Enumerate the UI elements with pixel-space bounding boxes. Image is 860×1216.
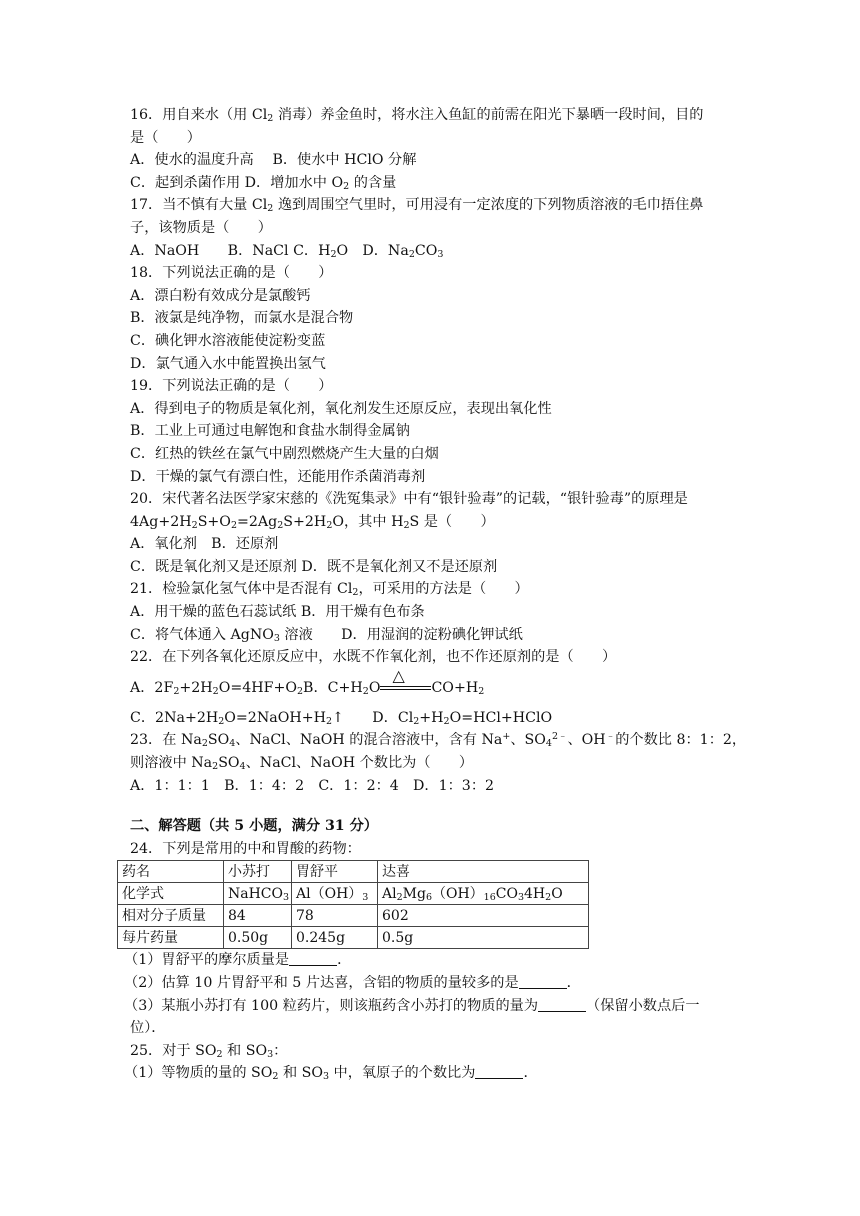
q23-stem: 23．在 $Na_2SO_4$、NaCl、NaOH 的混合溶液中，含有 Na+、$SO_4^{2﹣}$、OH﹣的个数比 8：1：2， (130, 731, 747, 750)
q23-stem-cont: 则溶液中 $Na_2SO_4$、NaCl、NaOH 个数比为（ ） (130, 755, 474, 773)
q22-options-ab: A．$2F_2+2H_2O=4HF+O_2B$．$C+H_2O$ △ $CO+H_2$ (130, 665, 485, 697)
answer-blank (519, 974, 567, 989)
q24-sub2: （2）估算 10 片胃舒平和 5 片达喜，含铝的物质的量较多的是 ． (124, 975, 581, 991)
table-cell: 小苏打 (224, 861, 292, 883)
q21-options-ab: A．用干燥的蓝色石蕊试纸 B．用干燥有色布条 (130, 604, 425, 621)
q24-sub3: （3）某瓶小苏打有 100 粒药片，则该瓶药含小苏打的物质的量为 （保留小数点后一 (124, 997, 700, 1014)
table-row (118, 861, 589, 883)
q22-stem: 22．在下列各氧化还原反应中，水既不作氧化剂，也不作还原剂的是（ ） (130, 649, 617, 666)
answer-blank (289, 951, 337, 966)
q19-option-a: A．得到电子的物质是氧化剂，氧化剂发生还原反应，表现出氧化性 (130, 400, 552, 417)
drug-table (117, 860, 589, 949)
q17-stem: 17．当不慎有大量 $Cl_2$ 逸到周围空气里时，可用浸有一定浓度的下列物质溶液的毛巾捂住鼻 (130, 197, 704, 215)
q24-sub1: （1）胃舒平的摩尔质量是 ． (124, 952, 352, 969)
q20-options-ab: A．氧化剂 B．还原剂 (130, 536, 279, 553)
table-cell: NaHCO$_3$ (224, 883, 292, 905)
q19-stem: 19．下列说法正确的是（ ） (130, 378, 333, 395)
q17-options: A．NaOH B．NaCl C．$H_2O$ D．$Na_2CO_3$ (130, 242, 444, 260)
table-row (118, 927, 589, 949)
heating-condition-arrow (380, 665, 431, 694)
q19-option-c: C．红热的铁丝在氯气中剧烈燃烧产生大量的白烟 (130, 445, 439, 462)
q18-option-b: B．液氯是纯净物，而氯水是混合物 (130, 310, 354, 327)
q18-option-d: D．氯气通入水中能置换出氢气 (130, 355, 326, 372)
table-cell: $Al(OH)_3$ (292, 883, 378, 905)
section-heading: 二、解答题（共 5 小题，满分 31 分） (130, 818, 378, 835)
q16-stem-cont: 是（ ） (130, 129, 201, 146)
q25-sub1: （1）等物质的量的 $SO_2$ 和 $SO_3$ 中，氧原子的个数比为 ． (124, 1065, 538, 1083)
q18-option-c: C．碘化钾水溶液能使淀粉变蓝 (130, 332, 326, 349)
q17-stem-cont: 子，该物质是（ ） (130, 219, 272, 236)
table-cell: 胃舒平 (292, 861, 378, 883)
answer-blank (538, 997, 586, 1012)
table-cell: 相对分子质量 (118, 905, 224, 927)
q20-equation: $4Ag+2H_2S+O_2=2Ag_2S+2H_2O$，其中 $H_2S$ 是（ ） (130, 513, 495, 531)
table-cell: 药名 (118, 861, 224, 883)
q20-options-cd: C．既是氧化剂又是还原剂 D．既不是氧化剂又不是还原剂 (130, 558, 498, 575)
table-cell: 0.245g (292, 927, 378, 949)
table-cell: 0.50g (224, 927, 292, 949)
table-cell: 化学式 (118, 883, 224, 905)
q23-options: A．1：1：1 B．1：4：2 C．1：2：4 D．1：3：2 (130, 777, 495, 794)
q20-stem: 20．宋代著名法医学家宋慈的《洗冤集录》中有“银针验毒”的记载，“银针验毒”的原理是 (130, 491, 688, 508)
table-cell: 0.5g (378, 927, 589, 949)
table-cell: 每片药量 (118, 927, 224, 949)
q16-options-ab: A．使水的温度升高 B．使水中 HClO 分解 (130, 152, 417, 169)
q16-options-cd: C．起到杀菌作用 D．增加水中 $O_2$ 的含量 (130, 174, 397, 192)
table-cell: 达喜 (378, 861, 589, 883)
q18-option-a: A．漂白粉有效成分是氯酸钙 (130, 287, 311, 304)
exam-page (122, 104, 747, 1085)
table-row (118, 883, 589, 905)
table-cell: 602 (378, 905, 589, 927)
table-cell: 84 (224, 905, 292, 927)
q19-option-b: B．工业上可通过电解饱和食盐水制得金属钠 (130, 423, 410, 440)
q21-stem: 21．检验氯化氢气体中是否混有 $Cl_2$，可采用的方法是（ ） (130, 581, 529, 599)
q16-stem: 16．用自来水（用 $Cl_2$ 消毒）养金鱼时，将水注入鱼缸的前需在阳光下暴晒一段时间，目的 (130, 107, 704, 124)
q25-stem: 25．对于 $SO_2$ 和 $SO_3$： (130, 1042, 288, 1060)
q24-sub3-cont: 位）． (130, 1020, 166, 1037)
q22-options-cd: C．$2Na+2H_2O=2NaOH+H_2↑$ D．$Cl_2+H_2O=HCl+HClO$ (130, 709, 553, 727)
table-cell: 78 (292, 905, 378, 927)
q24-stem: 24．下列是常用的中和胃酸的药物： (130, 840, 361, 857)
table-cell: $Al_2Mg_6(OH)_{16}CO_34H_2O$ (378, 883, 589, 905)
table-row (118, 905, 589, 927)
q18-stem: 18．下列说法正确的是（ ） (130, 265, 333, 282)
answer-blank (475, 1064, 523, 1079)
q21-options-cd: C．将气体通入 AgNO$_3$ 溶液 D．用湿润的淀粉碘化钾试纸 (130, 626, 523, 644)
q19-option-d: D．干燥的氯气有漂白性，还能用作杀菌消毒剂 (130, 468, 426, 485)
delta-icon: △ (392, 665, 405, 685)
